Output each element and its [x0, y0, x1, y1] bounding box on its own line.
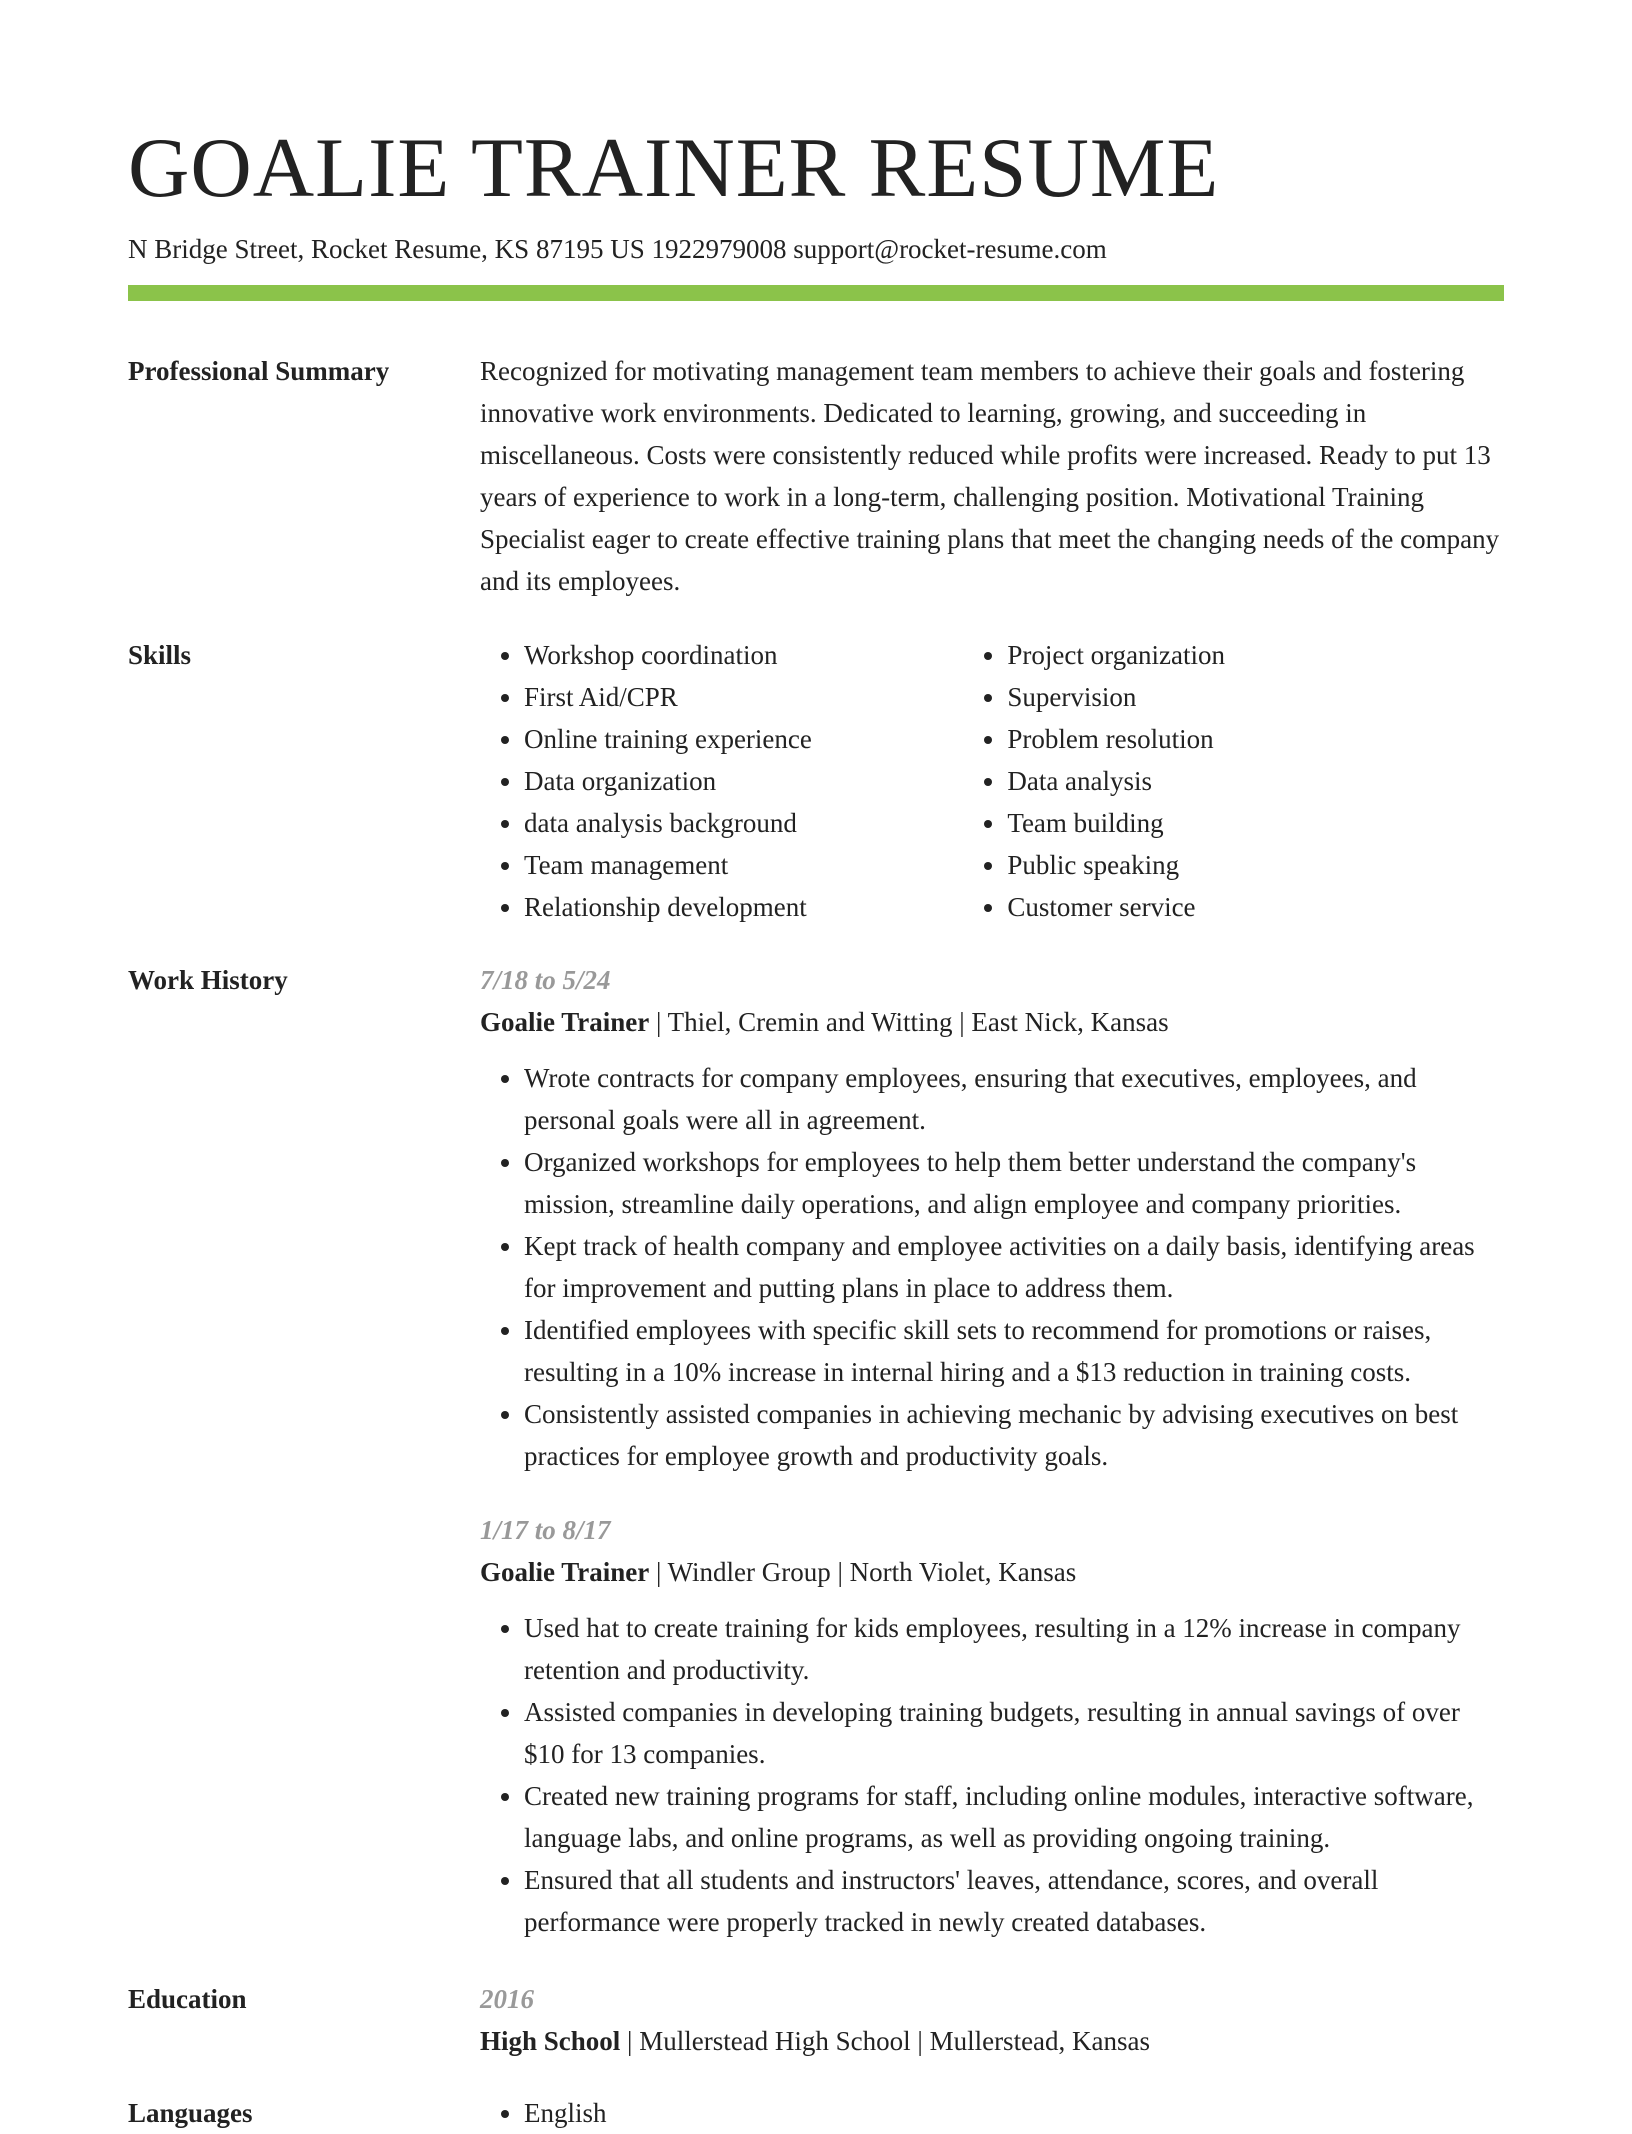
- language-item: • English: [524, 2092, 1504, 2134]
- languages-section: [480, 2092, 1504, 2134]
- job-title: Goalie Trainer: [480, 1557, 650, 1587]
- header-divider: [128, 285, 1504, 301]
- skills-list-col2: [963, 634, 1504, 928]
- skill-item: • First Aid/CPR: [524, 676, 963, 718]
- education-details: | Mullerstead High School | Mullerstead, Kansas: [620, 2026, 1151, 2056]
- job-dates: 7/18 to 5/24: [480, 965, 611, 995]
- skills-list-col1: [480, 634, 963, 928]
- job-entry: [480, 959, 1504, 1477]
- skill-item: • Team management: [524, 844, 963, 886]
- job-bullet: • Kept track of health company and employee activities on a daily basis, identifying areas for improvement and putting plans in place to address them.: [524, 1225, 1504, 1309]
- skill-item: • Workshop coordination: [524, 634, 963, 676]
- job-bullet: • Ensured that all students and instructors' leaves, attendance, scores, and overall performance were properly tracked in newly created databases.: [524, 1859, 1504, 1943]
- education-year: 2016: [480, 1984, 534, 2014]
- skill-item: • Data analysis: [1007, 760, 1504, 802]
- skill-item: • Project organization: [1007, 634, 1504, 676]
- resume-page: [128, 0, 1504, 2128]
- job-details: | Windler Group | North Violet, Kansas: [649, 1557, 1077, 1587]
- work-history-label: Work History: [128, 965, 288, 995]
- education-section: [480, 1978, 1504, 2062]
- job-bullet: • Assisted companies in developing training budgets, resulting in annual savings of over $10 for 13 companies.: [524, 1691, 1504, 1775]
- work-history-section: [480, 959, 1504, 1943]
- resume-title: GOALIE TRAINER RESUME: [128, 121, 1220, 215]
- job-bullet: • Used hat to create training for kids employees, resulting in a 12% increase in company retention and productivity.: [524, 1607, 1504, 1691]
- job-bullet: • Consistently assisted companies in achieving mechanic by advising executives on best practices for employee growth and productivity goals.: [524, 1393, 1504, 1477]
- skills-label: Skills: [128, 640, 192, 670]
- skill-item: • Data organization: [524, 760, 963, 802]
- summary-text: Recognized for motivating management team members to achieve their goals and fostering innovative work environments. Dedicated to learning, growing, and succeeding in miscellaneous. Costs were consistently reduced while profits were increased. Ready to put 13 years of experience to work in a long-term, challenging position. Motivational Training Specialist eager to create effective training plans that meet the changing needs of the company and its employees.: [480, 356, 1500, 596]
- education-degree: High School: [480, 2026, 621, 2056]
- skills-section: [480, 634, 1504, 928]
- job-bullet: • Organized workshops for employees to help them better understand the company's mission, streamline daily operations, and align employee and company priorities.: [524, 1141, 1504, 1225]
- summary-label: Professional Summary: [128, 356, 390, 386]
- job-heading: [480, 1551, 1504, 1593]
- skill-item: • Team building: [1007, 802, 1504, 844]
- education-heading: [480, 2020, 1504, 2062]
- education-label: Education: [128, 1984, 247, 2014]
- job-bullet: • Wrote contracts for company employees, ensuring that executives, employees, and personal goals were all in agreement.: [524, 1057, 1504, 1141]
- job-heading: [480, 1001, 1504, 1043]
- skill-item: • Online training experience: [524, 718, 963, 760]
- contact-line: N Bridge Street, Rocket Resume, KS 87195 US 1922979008 support@rocket-resume.com: [128, 234, 1107, 264]
- job-entry: [480, 1509, 1504, 1943]
- job-title: Goalie Trainer: [480, 1007, 650, 1037]
- skill-item: • Supervision: [1007, 676, 1504, 718]
- job-bullets: [480, 1607, 1504, 1943]
- languages-list: [480, 2092, 1504, 2134]
- languages-label: Languages: [128, 2098, 253, 2128]
- summary-section: [480, 350, 1504, 602]
- skill-item: • Problem resolution: [1007, 718, 1504, 760]
- job-bullet: • Created new training programs for staff, including online modules, interactive software, language labs, and online programs, as well as providing ongoing training.: [524, 1775, 1504, 1859]
- job-bullets: [480, 1057, 1504, 1477]
- skill-item: • Customer service: [1007, 886, 1504, 928]
- job-bullet: • Identified employees with specific skill sets to recommend for promotions or raises, resulting in a 10% increase in internal hiring and a $13 reduction in training costs.: [524, 1309, 1504, 1393]
- skill-item: • data analysis background: [524, 802, 963, 844]
- job-dates: 1/17 to 8/17: [480, 1515, 611, 1545]
- skill-item: • Public speaking: [1007, 844, 1504, 886]
- skill-item: • Relationship development: [524, 886, 963, 928]
- job-details: | Thiel, Cremin and Witting | East Nick, Kansas: [649, 1007, 1169, 1037]
